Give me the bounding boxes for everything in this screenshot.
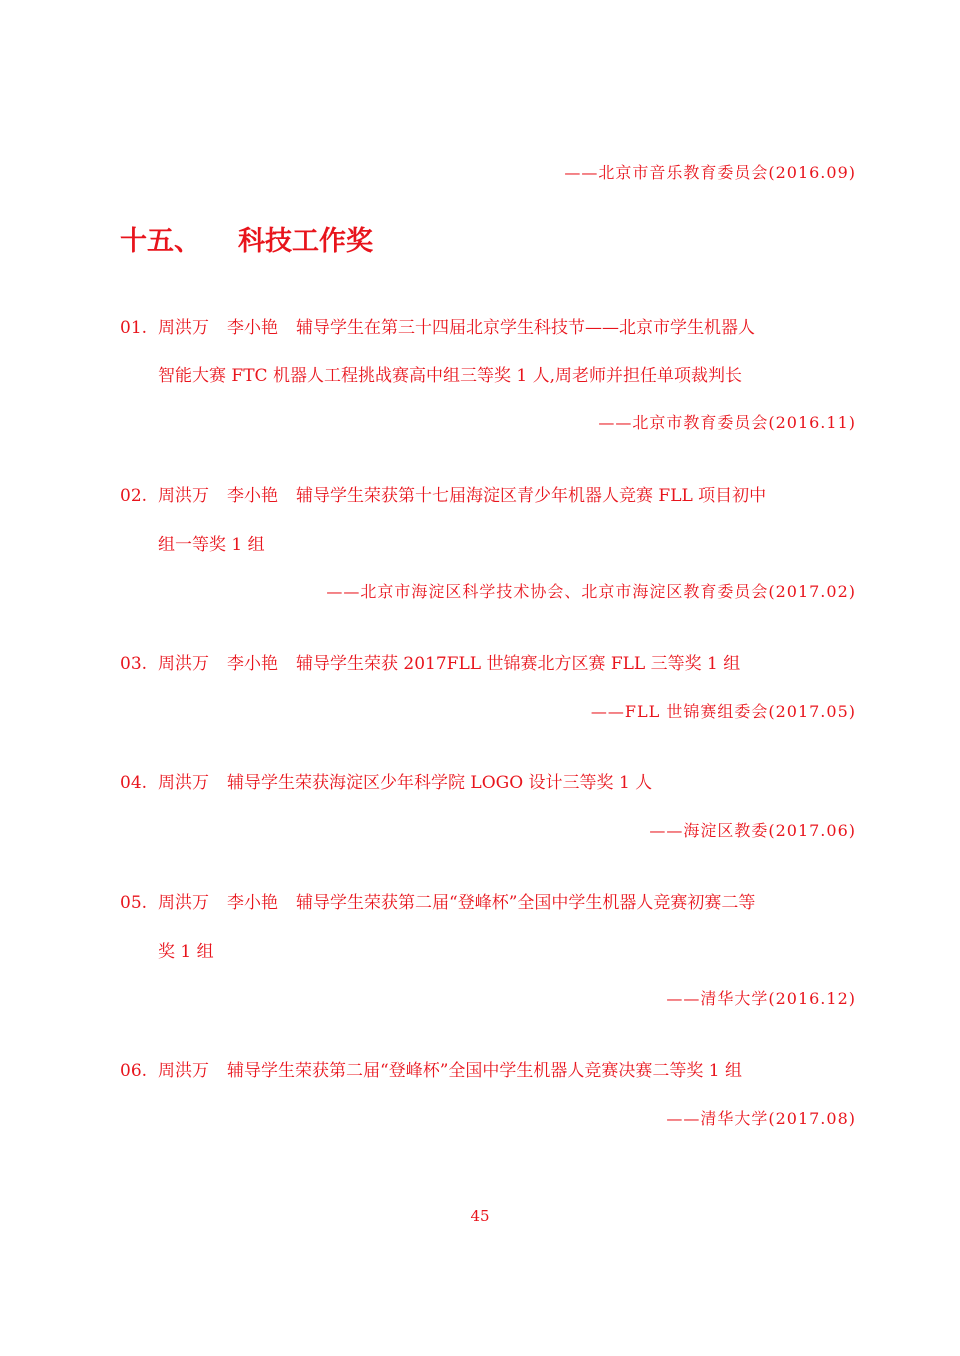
entry-06-source: ——清华大学(2017.08) — [666, 1109, 856, 1128]
entry-05-line1 — [120, 890, 756, 916]
entry-02-line2: 组一等奖 1 组 — [158, 535, 265, 555]
entry-name: 李小艳 — [227, 318, 278, 338]
entry-index: 04. — [120, 773, 148, 793]
entry-index: 06. — [120, 1061, 148, 1081]
entry-index: 02. — [120, 486, 148, 506]
entry-text: 辅导学生在第三十四届北京学生科技节——北京市学生机器人 — [296, 318, 755, 338]
entry-name: 周洪万 — [158, 1061, 209, 1081]
section-heading — [120, 222, 373, 262]
entry-name: 周洪万 — [158, 654, 209, 674]
entry-index: 03. — [120, 654, 148, 674]
entry-05-line2: 奖 1 组 — [158, 942, 214, 962]
entry-text: 辅导学生荣获第二届“登峰杯”全国中学生机器人竞赛初赛二等 — [296, 893, 756, 913]
entry-name: 周洪万 — [158, 893, 209, 913]
entry-01-line2: 智能大赛 FTC 机器人工程挑战赛高中组三等奖 1 人,周老师并担任单项裁判长 — [158, 366, 742, 386]
entry-index: 01. — [120, 318, 148, 338]
entry-01-source: ——北京市教育委员会(2016.11) — [598, 413, 856, 432]
section-title: 科技工作奖 — [238, 226, 373, 257]
entry-name: 李小艳 — [227, 654, 278, 674]
entry-index: 05. — [120, 893, 148, 913]
section-number: 十五、 — [120, 226, 201, 257]
entry-04-line1 — [120, 770, 653, 796]
entry-text: 辅导学生荣获海淀区少年科学院 LOGO 设计三等奖 1 人 — [227, 773, 653, 793]
entry-name: 周洪万 — [158, 486, 209, 506]
entry-05-source: ——清华大学(2016.12) — [666, 989, 856, 1008]
entry-text: 辅导学生荣获第十七届海淀区青少年机器人竞赛 FLL 项目初中 — [296, 486, 767, 506]
entry-06-line1 — [120, 1058, 743, 1084]
entry-text: 辅导学生荣获第二届“登峰杯”全国中学生机器人竞赛决赛二等奖 1 组 — [227, 1061, 743, 1081]
entry-name: 周洪万 — [158, 318, 209, 338]
entry-01-line1 — [120, 315, 755, 341]
entry-03-line1 — [120, 651, 741, 677]
entry-name: 李小艳 — [227, 486, 278, 506]
page-number: 45 — [470, 1207, 490, 1225]
top-source: ——北京市音乐教育委员会(2016.09) — [564, 163, 856, 182]
entry-text: 辅导学生荣获 2017FLL 世锦赛北方区赛 FLL 三等奖 1 组 — [296, 654, 741, 674]
entry-02-line1 — [120, 483, 767, 509]
entry-02-source: ——北京市海淀区科学技术协会、北京市海淀区教育委员会(2017.02) — [326, 582, 856, 601]
entry-name: 周洪万 — [158, 773, 209, 793]
entry-04-source: ——海淀区教委(2017.06) — [649, 821, 856, 840]
entry-03-source: ——FLL 世锦赛组委会(2017.05) — [590, 702, 856, 721]
entry-name: 李小艳 — [227, 893, 278, 913]
